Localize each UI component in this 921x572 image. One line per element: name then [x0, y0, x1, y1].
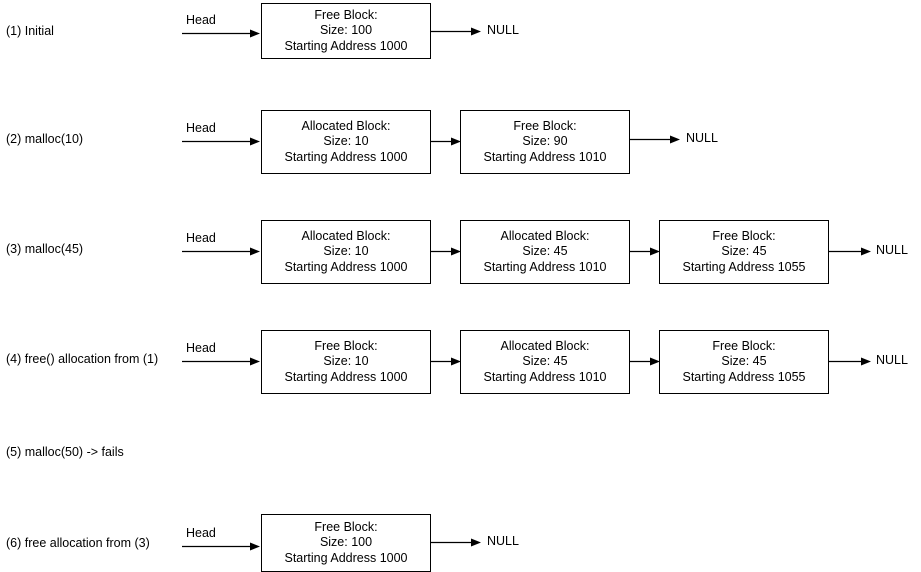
block-address: Starting Address 1000 — [284, 259, 408, 274]
null-label-2: NULL — [686, 131, 718, 145]
null-arrow-1 — [431, 27, 481, 36]
null-label-3: NULL — [876, 243, 908, 257]
block-3-1 — [261, 220, 431, 284]
block-type: Free Block: — [314, 7, 378, 22]
head-arrow-3 — [182, 247, 260, 256]
null-label-4: NULL — [876, 353, 908, 367]
block-1-1 — [261, 3, 431, 59]
head-arrow-6 — [182, 542, 260, 551]
step-label-5: (5) malloc(50) -> fails — [6, 445, 124, 459]
block-3-3 — [659, 220, 829, 284]
block-address: Starting Address 1000 — [284, 369, 408, 384]
step-label-1: (1) Initial — [6, 24, 54, 38]
block-2-1 — [261, 110, 431, 174]
block-address: Starting Address 1010 — [483, 259, 607, 274]
head-arrow-1 — [182, 29, 260, 38]
block-3-2 — [460, 220, 630, 284]
head-arrow-4 — [182, 357, 260, 366]
block-size: Size: 10 — [323, 134, 369, 149]
head-arrow-2 — [182, 137, 260, 146]
block-size: Size: 45 — [522, 244, 568, 259]
block-size: Size: 10 — [323, 354, 369, 369]
step-label-6: (6) free allocation from (3) — [6, 536, 150, 550]
block-size: Size: 100 — [319, 535, 373, 550]
block-size: Size: 90 — [522, 134, 568, 149]
head-label-6: Head — [186, 526, 216, 540]
block-type: Free Block: — [314, 338, 378, 353]
link-arrow-3-2 — [630, 247, 660, 256]
block-size: Size: 100 — [319, 23, 373, 38]
block-type: Allocated Block: — [301, 118, 391, 133]
link-arrow-4-1 — [431, 357, 461, 366]
link-arrow-3-1 — [431, 247, 461, 256]
block-address: Starting Address 1000 — [284, 38, 408, 53]
block-size: Size: 45 — [522, 354, 568, 369]
block-address: Starting Address 1000 — [284, 149, 408, 164]
null-label-6: NULL — [487, 534, 519, 548]
block-4-2 — [460, 330, 630, 394]
null-arrow-2 — [630, 135, 680, 144]
block-4-3 — [659, 330, 829, 394]
block-type: Free Block: — [712, 228, 776, 243]
block-type: Free Block: — [314, 519, 378, 534]
head-label-4: Head — [186, 341, 216, 355]
block-4-1 — [261, 330, 431, 394]
block-address: Starting Address 1010 — [483, 149, 607, 164]
step-label-4: (4) free() allocation from (1) — [6, 352, 159, 366]
null-arrow-3 — [829, 247, 871, 256]
head-label-2: Head — [186, 121, 216, 135]
null-arrow-6 — [431, 538, 481, 547]
block-6-1 — [261, 514, 431, 572]
block-size: Size: 10 — [323, 244, 369, 259]
block-size: Size: 45 — [721, 354, 767, 369]
block-type: Allocated Block: — [500, 228, 590, 243]
head-label-3: Head — [186, 231, 216, 245]
block-2-2 — [460, 110, 630, 174]
null-label-1: NULL — [487, 23, 519, 37]
link-arrow-4-2 — [630, 357, 660, 366]
block-type: Free Block: — [513, 118, 577, 133]
step-label-3: (3) malloc(45) — [6, 242, 84, 256]
link-arrow-2-1 — [431, 137, 461, 146]
block-address: Starting Address 1010 — [483, 369, 607, 384]
block-type: Allocated Block: — [500, 338, 590, 353]
head-label-1: Head — [186, 13, 216, 27]
block-type: Free Block: — [712, 338, 776, 353]
block-address: Starting Address 1055 — [682, 259, 806, 274]
block-address: Starting Address 1055 — [682, 369, 806, 384]
block-size: Size: 45 — [721, 244, 767, 259]
step-label-2: (2) malloc(10) — [6, 132, 84, 146]
null-arrow-4 — [829, 357, 871, 366]
block-address: Starting Address 1000 — [284, 550, 408, 565]
block-type: Allocated Block: — [301, 228, 391, 243]
